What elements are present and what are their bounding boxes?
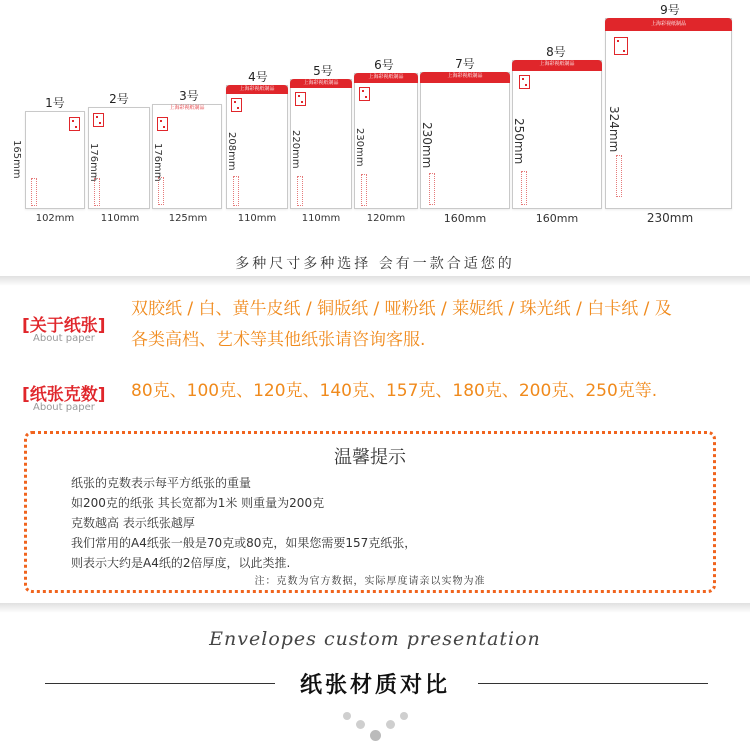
- envelope-8-height: 250mm: [512, 118, 526, 165]
- envelope-8-brand: 上海彩视纸制品: [512, 60, 602, 71]
- notice-box: [24, 431, 716, 593]
- paper-type-sub: About paper: [33, 333, 95, 344]
- envelope-6-width: 120mm: [366, 213, 406, 224]
- notice-line-2: 如200克的纸张 其长宽都为1米 则重量为200克: [71, 496, 325, 510]
- envelope-2-width: 110mm: [100, 213, 140, 224]
- envelope-5-width: 110mm: [301, 213, 341, 224]
- envelope-7-number: 7号: [455, 57, 475, 71]
- envelope-9-width: 230mm: [646, 211, 694, 225]
- paper-weight-sub: About paper: [33, 402, 95, 413]
- script-title: Envelopes custom presentation: [209, 628, 541, 650]
- paper-type-line1: 双胶纸 / 白、黄牛皮纸 / 铜版纸 / 哑粉纸 / 莱妮纸 / 珠光纸 / 白卡纸 / 及: [131, 299, 672, 319]
- envelope-9-height: 324mm: [607, 106, 621, 153]
- envelope-4-height: 208mm: [226, 132, 237, 171]
- notice-title: 温馨提示: [334, 447, 406, 468]
- envelope-7-width: 160mm: [443, 212, 487, 225]
- paper-weight-label: [纸张克数]: [22, 385, 106, 405]
- envelope-3-brand: 上海彩视纸制品: [169, 105, 205, 111]
- size-caption: 多种尺寸多种选择 会有一款合适您的: [235, 256, 515, 272]
- envelope-2-number: 2号: [109, 92, 129, 106]
- envelope-1-width: 102mm: [35, 213, 75, 224]
- envelope-5-number: 5号: [313, 64, 333, 78]
- paper-type-label: [关于纸张]: [22, 316, 106, 336]
- notice-note: 注：克数为官方数据，实际厚度请亲以实物为准: [254, 576, 486, 587]
- envelope-5-brand: 上海彩视纸制品: [290, 79, 352, 88]
- envelope-3-width: 125mm: [168, 213, 208, 224]
- envelope-7-height: 230mm: [420, 122, 434, 169]
- envelope-6-height: 230mm: [354, 128, 365, 167]
- notice-line-4: 我们常用的A4纸张一般是70克或80克，如果您需要157克纸张，: [71, 536, 417, 550]
- notice-line-1: 纸张的克数表示每平方纸张的重量: [71, 476, 252, 490]
- envelope-1-number: 1号: [45, 96, 65, 110]
- envelope-5-height: 220mm: [290, 130, 301, 169]
- envelope-3-height: 176mm: [152, 143, 163, 182]
- envelope-4-number: 4号: [248, 70, 268, 84]
- envelope-4-width: 110mm: [237, 213, 277, 224]
- envelope-9-brand: 上海彩视纸制品: [605, 18, 732, 31]
- envelope-1-height: 165mm: [11, 140, 22, 179]
- envelope-7-brand: 上海彩视纸制品: [420, 72, 510, 83]
- notice-line-5: 则表示大约是A4纸的2倍厚度，以此类推.: [71, 556, 291, 570]
- envelope-1: [25, 111, 85, 209]
- envelope-4-brand: 上海彩视纸制品: [226, 85, 288, 94]
- notice-line-3: 克数越高 表示纸张越厚: [71, 516, 195, 530]
- envelope-8-number: 8号: [546, 45, 566, 59]
- divider: [0, 276, 750, 286]
- paper-weight-values: 80克、100克、120克、140克、157克、180克、200克、250克等.: [131, 381, 658, 401]
- main-title: 纸张材质对比: [299, 673, 450, 698]
- envelope-3-number: 3号: [179, 89, 199, 103]
- envelope-8-width: 160mm: [535, 212, 579, 225]
- envelope-9-number: 9号: [660, 3, 680, 17]
- paper-type-line2: 各类高档、艺术等其他纸张请咨询客服.: [131, 330, 426, 350]
- envelope-6-number: 6号: [374, 58, 394, 72]
- envelope-6-brand: 上海彩视纸制品: [354, 73, 418, 83]
- divider-2: [0, 603, 750, 613]
- envelope-9: [605, 18, 732, 209]
- envelope-2-height: 176mm: [88, 143, 99, 182]
